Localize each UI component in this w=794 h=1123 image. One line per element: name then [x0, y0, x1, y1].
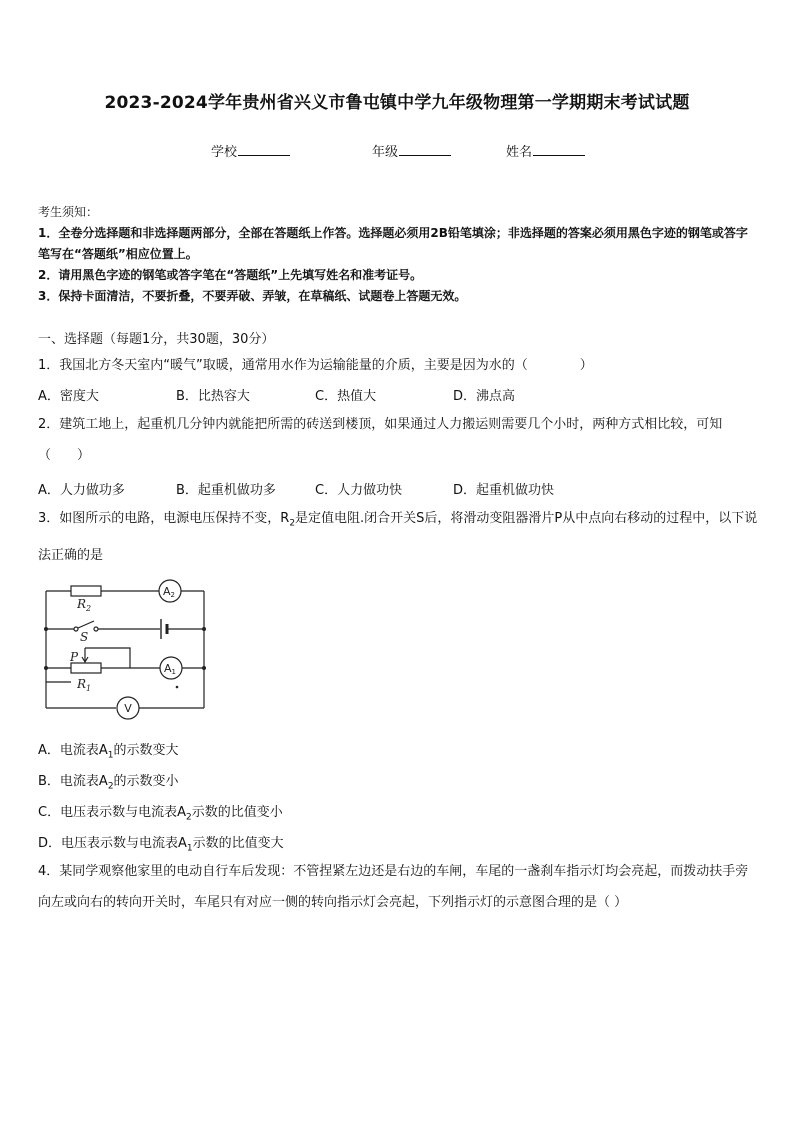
exam-notes — [38, 202, 758, 307]
question-1-stem: 1．我国北方冬天室内“暖气”取暖，通常用水作为运输能量的介质，主要是因为水的（ ） — [38, 358, 593, 373]
svg-text:P: P — [70, 650, 79, 664]
q1-option-a: A．密度大 — [38, 389, 99, 404]
svg-text:A2: A2 — [163, 585, 175, 599]
note-item: 2．请用黑色字迹的钢笔或答字笔在“答题纸”上先填写姓名和准考证号。 — [38, 268, 423, 282]
q1-option-c: C．热值大 — [315, 389, 377, 404]
q3-option-a: A．电流表$A_1$的示数变大 — [38, 743, 179, 761]
q2-option-c: C．人力做功快 — [315, 483, 403, 498]
question-3-stem: 3．如图所示的电路，电源电压保持不变，$R_2$是定值电阻.闭合开关S后，将滑动变阻器滑片P从中点向右移动的过程中，以下说法正确的是 — [38, 511, 758, 563]
svg-text:R1: $R_1$ — [77, 677, 92, 693]
school-label: 学校 — [211, 145, 238, 160]
switch-s — [78, 621, 94, 628]
q3-option-b: B．电流表$A_2$的示数变小 — [38, 774, 179, 792]
q2-option-a: A．人力做功多 — [38, 483, 125, 498]
q2-option-b: B．起重机做功多 — [176, 483, 276, 498]
svg-text:S: S — [80, 630, 89, 644]
name-blank — [533, 143, 585, 156]
q3-option-d: D．电压表示数与电流表$A_1$示数的比值变大 — [38, 836, 284, 854]
circuit-diagram — [40, 575, 210, 723]
q3-option-c: C．电压表示数与电流表$A_2$示数的比值变小 — [38, 805, 283, 823]
note-item: 1．全卷分选择题和非选择题两部分，全部在答题纸上作答。选择题必须用2B铅笔填涂；非选择题的答案必须用黑色字迹的钢笔或答字笔写在“答题纸”相应位置上。 — [38, 226, 748, 261]
name-label: 姓名 — [506, 145, 533, 160]
school-blank — [238, 143, 290, 156]
name-field — [506, 141, 585, 160]
note-item: 3．保持卡面清洁，不要折叠，不要弄破、弄皱，在草稿纸、试题卷上答题无效。 — [38, 289, 467, 303]
question-2-stem: 2．建筑工地上，起重机几分钟内就能把所需的砖送到楼顶，如果通过人力搬运则需要几个小时，两种方式相比较，可知（ ） — [38, 417, 723, 463]
q1-option-b: B．比热容大 — [176, 389, 250, 404]
svg-text:V: V — [124, 702, 132, 715]
svg-text:R2: $R_2$ — [77, 597, 92, 613]
grade-blank — [399, 143, 451, 156]
grade-field — [372, 141, 451, 160]
school-field — [211, 141, 290, 160]
notes-heading: 考生须知： — [38, 205, 99, 219]
svg-text:A1: A1 — [164, 662, 176, 676]
q2-option-d: D．起重机做功快 — [453, 483, 555, 498]
q1-option-d: D．沸点高 — [453, 389, 516, 404]
resistor-r2 — [71, 586, 101, 596]
rheostat-r1 — [71, 663, 101, 673]
grade-label: 年级 — [372, 145, 399, 160]
question-4-stem: 4．某同学观察他家里的电动自行车后发现：不管捏紧左边还是右边的车闸，车尾的一盏刹车指示灯均会亮起，而拨动扶手旁向左或向右的转向开关时，车尾只有对应一侧的转向指示灯会亮起，下列指示灯的示意图合理的是（ ） — [38, 864, 749, 910]
section-heading: 一、选择题（每题1分，共30题，30分） — [38, 332, 275, 347]
page-title: 2023-2024学年贵州省兴义市鲁屯镇中学九年级物理第一学期期末考试试题 — [104, 93, 690, 113]
